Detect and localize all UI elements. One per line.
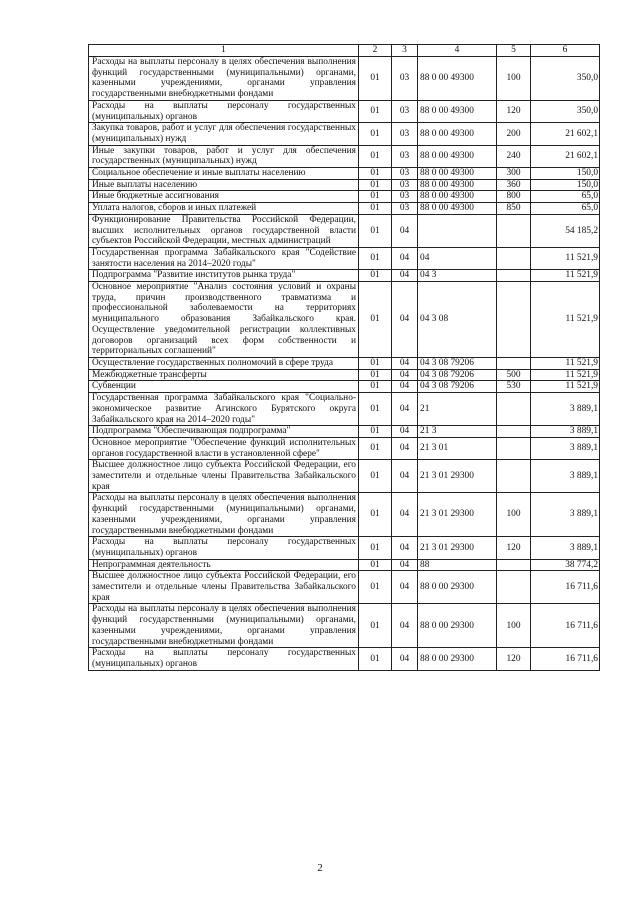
table-row <box>89 270 600 282</box>
subsection-code-cell: 04 <box>392 437 418 459</box>
amount-cell: 150,0 <box>531 168 600 180</box>
section-code-cell: 01 <box>359 179 392 191</box>
expense-name-cell: Высшее должностное лицо субъекта Российской Федерации, его заместители и отдельные члены Правительства Забайкальского края <box>89 460 359 493</box>
expense-type-cell: 360 <box>497 179 531 191</box>
target-article-cell: 88 0 00 49300 <box>418 57 497 101</box>
table-row <box>89 437 600 459</box>
subsection-code-cell: 04 <box>392 381 418 393</box>
header-cell: 5 <box>497 45 531 57</box>
target-article-cell: 21 3 <box>418 426 497 438</box>
section-code-cell: 01 <box>359 571 392 604</box>
section-code-cell: 01 <box>359 381 392 393</box>
expense-name-cell: Иные закупки товаров, работ и услуг для обеспечения государственных (муниципальных) нужд <box>89 145 359 167</box>
expense-name-cell: Расходы на выплаты персоналу в целях обеспечения выполнения функций государственными (муниципальными) органами, казенными учреждениями, органами управления государственными внебюджетными фондами <box>89 604 359 648</box>
target-article-cell: 04 3 <box>418 270 497 282</box>
section-code-cell: 01 <box>359 57 392 101</box>
target-article-cell: 04 3 08 <box>418 282 497 358</box>
subsection-code-cell: 03 <box>392 191 418 203</box>
expense-name-cell: Закупка товаров, работ и услуг для обеспечения государственных (муниципальных) нужд <box>89 123 359 145</box>
expense-name-cell: Расходы на выплаты персоналу государственных (муниципальных) органов <box>89 648 359 670</box>
section-code-cell: 01 <box>359 191 392 203</box>
expense-name-cell: Иные выплаты населению <box>89 179 359 191</box>
section-code-cell: 01 <box>359 460 392 493</box>
subsection-code-cell: 03 <box>392 123 418 145</box>
subsection-code-cell: 03 <box>392 179 418 191</box>
expense-type-cell <box>497 357 531 369</box>
section-code-cell: 01 <box>359 270 392 282</box>
target-article-cell: 04 3 08 79206 <box>418 357 497 369</box>
subsection-code-cell: 04 <box>392 270 418 282</box>
amount-cell: 16 711,6 <box>531 604 600 648</box>
table-row <box>89 123 600 145</box>
table-row <box>89 203 600 215</box>
subsection-code-cell: 04 <box>392 604 418 648</box>
section-code-cell: 01 <box>359 214 392 247</box>
expense-type-cell: 100 <box>497 604 531 648</box>
amount-cell: 3 889,1 <box>531 493 600 537</box>
expense-name-cell: Субвенции <box>89 381 359 393</box>
header-cell: 3 <box>392 45 418 57</box>
expense-name-cell: Государственная программа Забайкальского края "Социально-экономическое развитие Агинского Бурятского округа Забайкальского края на 2014–2020 годы" <box>89 393 359 426</box>
expense-type-cell <box>497 282 531 358</box>
subsection-code-cell: 04 <box>392 537 418 559</box>
subsection-code-cell: 03 <box>392 203 418 215</box>
table-row <box>89 100 600 122</box>
amount-cell: 150,0 <box>531 179 600 191</box>
expense-type-cell: 100 <box>497 57 531 101</box>
table-row <box>89 357 600 369</box>
table-row <box>89 604 600 648</box>
amount-cell: 65,0 <box>531 203 600 215</box>
expense-name-cell: Основное мероприятие "Анализ состояния условий и охраны труда, причин производственного травматизма и профессиональной заболеваемости на территориях муниципального образования Забайкальского края. Осуществление уведомительной регистрации коллективных договоров организаций всех форм собственности и территориальных соглашений" <box>89 282 359 358</box>
amount-cell: 11 521,9 <box>531 247 600 269</box>
table-row <box>89 214 600 247</box>
expense-name-cell: Высшее должностное лицо субъекта Российской Федерации, его заместители и отдельные члены Правительства Забайкальского края <box>89 571 359 604</box>
target-article-cell: 88 0 00 49300 <box>418 168 497 180</box>
expense-type-cell: 530 <box>497 381 531 393</box>
expense-type-cell: 300 <box>497 168 531 180</box>
amount-cell: 3 889,1 <box>531 537 600 559</box>
table-row <box>89 369 600 381</box>
amount-cell: 3 889,1 <box>531 426 600 438</box>
table-row <box>89 559 600 571</box>
table-row <box>89 393 600 426</box>
table-row <box>89 537 600 559</box>
subsection-code-cell: 04 <box>392 369 418 381</box>
target-article-cell: 88 <box>418 559 497 571</box>
expense-name-cell: Осуществление государственных полномочий в сфере труда <box>89 357 359 369</box>
expense-type-cell: 200 <box>497 123 531 145</box>
section-code-cell: 01 <box>359 145 392 167</box>
target-article-cell: 21 3 01 <box>418 437 497 459</box>
expense-type-cell: 120 <box>497 537 531 559</box>
expense-name-cell: Уплата налогов, сборов и иных платежей <box>89 203 359 215</box>
subsection-code-cell: 03 <box>392 57 418 101</box>
table-row <box>89 460 600 493</box>
subsection-code-cell: 03 <box>392 100 418 122</box>
amount-cell: 21 602,1 <box>531 145 600 167</box>
section-code-cell: 01 <box>359 426 392 438</box>
table-row <box>89 426 600 438</box>
table-row <box>89 191 600 203</box>
expense-type-cell: 800 <box>497 191 531 203</box>
section-code-cell: 01 <box>359 123 392 145</box>
expense-type-cell: 120 <box>497 648 531 670</box>
expense-name-cell: Государственная программа Забайкальского края "Содействие занятости населения на 2014–2020 годы" <box>89 247 359 269</box>
subsection-code-cell: 04 <box>392 357 418 369</box>
subsection-code-cell: 04 <box>392 559 418 571</box>
amount-cell: 350,0 <box>531 57 600 101</box>
section-code-cell: 01 <box>359 282 392 358</box>
section-code-cell: 01 <box>359 357 392 369</box>
amount-cell: 350,0 <box>531 100 600 122</box>
amount-cell: 16 711,6 <box>531 571 600 604</box>
amount-cell: 3 889,1 <box>531 460 600 493</box>
amount-cell: 11 521,9 <box>531 369 600 381</box>
target-article-cell: 21 3 01 29300 <box>418 493 497 537</box>
expense-type-cell: 850 <box>497 203 531 215</box>
expense-name-cell: Расходы на выплаты персоналу в целях обеспечения выполнения функций государственными (муниципальными) органами, казенными учреждениями, органами управления государственными внебюджетными фондами <box>89 493 359 537</box>
table-body <box>89 57 600 671</box>
header-row <box>89 45 600 57</box>
expense-type-cell <box>497 214 531 247</box>
subsection-code-cell: 04 <box>392 282 418 358</box>
expense-name-cell: Подпрограмма "Обеспечивающая подпрограмма" <box>89 426 359 438</box>
section-code-cell: 01 <box>359 437 392 459</box>
table-row <box>89 179 600 191</box>
table-row <box>89 282 600 358</box>
expense-type-cell: 100 <box>497 493 531 537</box>
expense-name-cell: Подпрограмма "Развитие институтов рынка труда" <box>89 270 359 282</box>
expense-name-cell: Социальное обеспечение и иные выплаты населению <box>89 168 359 180</box>
table-row <box>89 493 600 537</box>
expense-type-cell <box>497 426 531 438</box>
section-code-cell: 01 <box>359 559 392 571</box>
target-article-cell: 88 0 00 49300 <box>418 179 497 191</box>
amount-cell: 3 889,1 <box>531 437 600 459</box>
subsection-code-cell: 04 <box>392 214 418 247</box>
section-code-cell: 01 <box>359 100 392 122</box>
section-code-cell: 01 <box>359 369 392 381</box>
expense-name-cell: Межбюджетные трансферты <box>89 369 359 381</box>
expense-name-cell: Непрограммная деятельность <box>89 559 359 571</box>
amount-cell: 3 889,1 <box>531 393 600 426</box>
subsection-code-cell: 04 <box>392 393 418 426</box>
subsection-code-cell: 04 <box>392 493 418 537</box>
table-row <box>89 571 600 604</box>
amount-cell: 11 521,9 <box>531 270 600 282</box>
expense-type-cell <box>497 559 531 571</box>
section-code-cell: 01 <box>359 648 392 670</box>
header-cell: 6 <box>531 45 600 57</box>
amount-cell: 11 521,9 <box>531 357 600 369</box>
section-code-cell: 01 <box>359 247 392 269</box>
section-code-cell: 01 <box>359 203 392 215</box>
target-article-cell: 88 0 00 49300 <box>418 145 497 167</box>
expense-type-cell <box>497 437 531 459</box>
target-article-cell: 21 <box>418 393 497 426</box>
section-code-cell: 01 <box>359 168 392 180</box>
amount-cell: 11 521,9 <box>531 282 600 358</box>
subsection-code-cell: 04 <box>392 426 418 438</box>
table-row <box>89 648 600 670</box>
header-cell: 2 <box>359 45 392 57</box>
section-code-cell: 01 <box>359 493 392 537</box>
section-code-cell: 01 <box>359 393 392 426</box>
amount-cell: 16 711,6 <box>531 648 600 670</box>
table-row <box>89 381 600 393</box>
table-row <box>89 168 600 180</box>
table-row <box>89 145 600 167</box>
table-row <box>89 57 600 101</box>
expense-type-cell <box>497 247 531 269</box>
target-article-cell: 88 0 00 29300 <box>418 571 497 604</box>
expense-name-cell: Расходы на выплаты персоналу в целях обеспечения выполнения функций государственными (муниципальными) органами, казенными учреждениями, органами управления государственными внебюджетными фондами <box>89 57 359 101</box>
target-article-cell: 88 0 00 49300 <box>418 203 497 215</box>
expense-name-cell: Основное мероприятие "Обеспечение функций исполнительных органов государственной власти в установленной сфере" <box>89 437 359 459</box>
expense-type-cell: 500 <box>497 369 531 381</box>
expense-type-cell <box>497 460 531 493</box>
amount-cell: 54 185,2 <box>531 214 600 247</box>
target-article-cell: 04 3 08 79206 <box>418 381 497 393</box>
page-number: 2 <box>317 862 323 874</box>
target-article-cell: 88 0 00 49300 <box>418 100 497 122</box>
target-article-cell: 88 0 00 49300 <box>418 123 497 145</box>
section-code-cell: 01 <box>359 604 392 648</box>
expense-name-cell: Расходы на выплаты персоналу государственных (муниципальных) органов <box>89 100 359 122</box>
expense-type-cell: 240 <box>497 145 531 167</box>
table-row <box>89 247 600 269</box>
target-article-cell: 04 <box>418 247 497 269</box>
expense-type-cell <box>497 393 531 426</box>
amount-cell: 21 602,1 <box>531 123 600 145</box>
target-article-cell: 21 3 01 29300 <box>418 537 497 559</box>
target-article-cell <box>418 214 497 247</box>
target-article-cell: 88 0 00 49300 <box>418 191 497 203</box>
expense-name-cell: Функционирование Правительства Российской Федерации, высших исполнительных органов государственной власти субъектов Российской Федерации, местных администраций <box>89 214 359 247</box>
section-code-cell: 01 <box>359 537 392 559</box>
expense-type-cell <box>497 270 531 282</box>
subsection-code-cell: 04 <box>392 247 418 269</box>
expense-name-cell: Расходы на выплаты персоналу государственных (муниципальных) органов <box>89 537 359 559</box>
expense-type-cell <box>497 571 531 604</box>
header-cell: 1 <box>89 45 359 57</box>
target-article-cell: 88 0 00 29300 <box>418 604 497 648</box>
target-article-cell: 04 3 08 79206 <box>418 369 497 381</box>
target-article-cell: 21 3 01 29300 <box>418 460 497 493</box>
expense-type-cell: 120 <box>497 100 531 122</box>
amount-cell: 65,0 <box>531 191 600 203</box>
amount-cell: 11 521,9 <box>531 381 600 393</box>
expense-name-cell: Иные бюджетные ассигнования <box>89 191 359 203</box>
subsection-code-cell: 03 <box>392 145 418 167</box>
header-cell: 4 <box>418 45 497 57</box>
amount-cell: 38 774,2 <box>531 559 600 571</box>
subsection-code-cell: 03 <box>392 168 418 180</box>
budget-table <box>88 44 600 671</box>
subsection-code-cell: 04 <box>392 648 418 670</box>
target-article-cell: 88 0 00 29300 <box>418 648 497 670</box>
subsection-code-cell: 04 <box>392 571 418 604</box>
subsection-code-cell: 04 <box>392 460 418 493</box>
